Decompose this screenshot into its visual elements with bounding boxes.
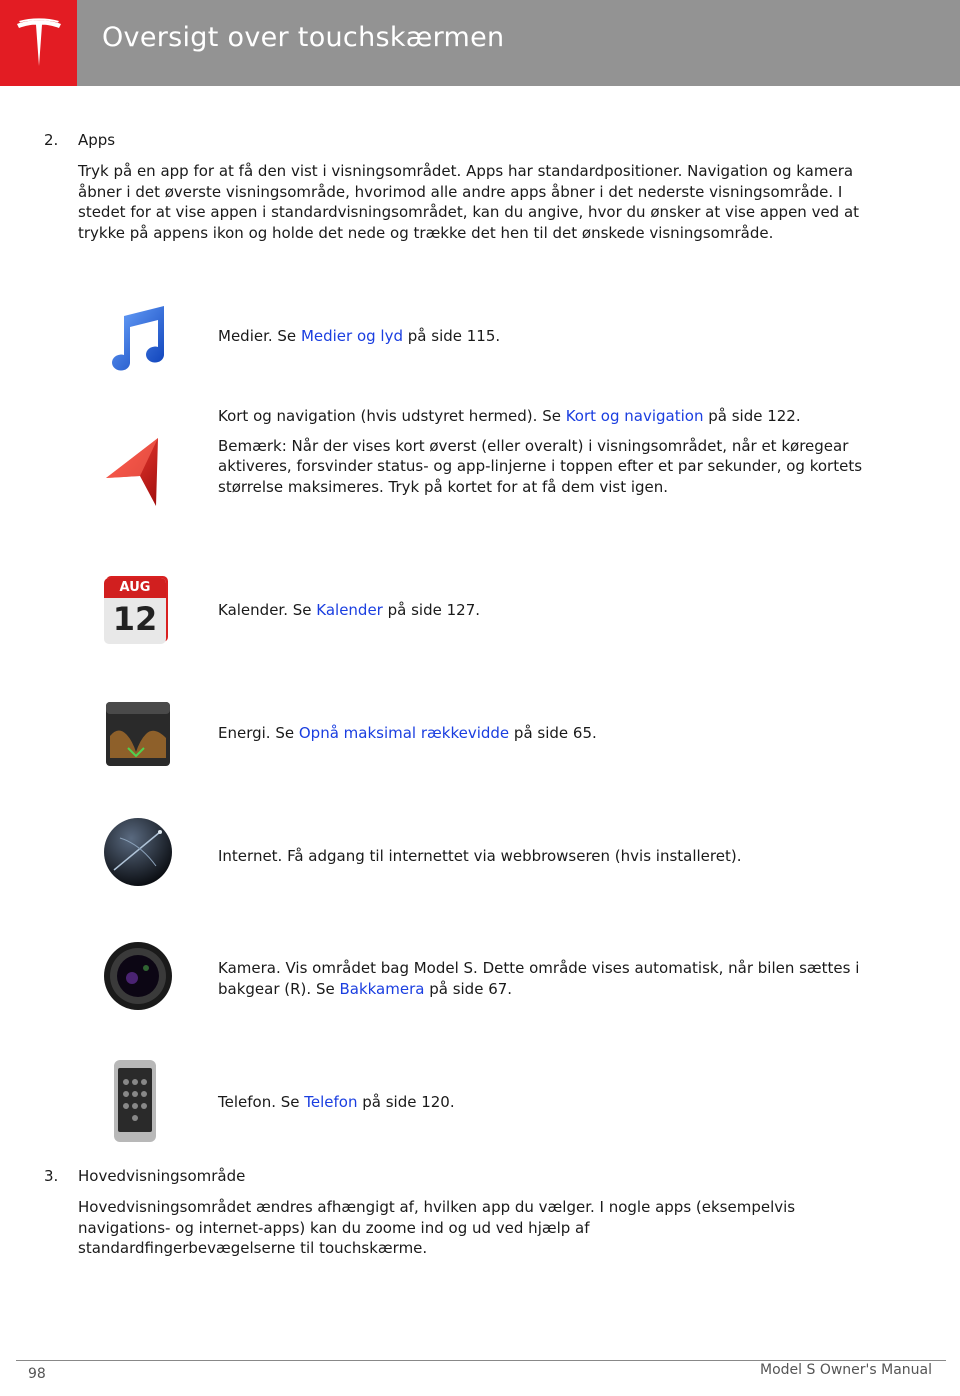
link-kalender[interactable]: Kalender <box>316 601 383 619</box>
calendar-icon <box>100 572 176 648</box>
page-header <box>0 0 960 86</box>
section-title: Hovedvisningsområde <box>78 1167 246 1185</box>
section-number: 3. <box>44 1167 59 1185</box>
app-description: Kamera. Vis området bag Model S. Dette område vises automatisk, når bilen sættes i bakgear (R). Se Bakkamera på side 67. <box>218 959 860 998</box>
app-description: Energi. Se Opnå maksimal rækkevidde på side 65. <box>218 724 597 742</box>
globe-icon <box>100 814 176 890</box>
navigation-arrow-icon <box>100 434 176 510</box>
section-body: Hovedvisningsområdet ændres afhængigt af, hvilken app du vælger. I nogle apps (eksempelvis navigations- og internet-apps) kan du zoome ind og ud ved hjælp af standardfingerbevægelserne til touchskærme. <box>78 1198 796 1257</box>
calendar-day: 12 <box>112 600 158 638</box>
tesla-logo <box>0 0 77 86</box>
energy-graph-icon <box>100 696 176 772</box>
app-description: Kort og navigation (hvis udstyret hermed). Se Kort og navigation på side 122. Bemærk: Når der vises kort øverst (eller overalt) i visningsområdet, når et køregear aktiveres, forsvinder status- og app-linjerne i toppen efter et par sekunder, og kortets størrelse maksimeres. Tryk på kortet for at få dem vist igen. <box>218 406 868 497</box>
music-note-icon <box>100 300 176 376</box>
link-medier-og-lyd[interactable]: Medier og lyd <box>300 327 403 345</box>
app-description: Telefon. Se Telefon på side 120. <box>218 1093 455 1111</box>
camera-lens-icon <box>100 938 176 1014</box>
app-note: Bemærk: Når der vises kort øverst (eller overalt) i visningsområdet, når et køregear aktiveres, forsvinder status- og app-linjerne i toppen efter et par sekunder, og kortets størrelse maksimeres. Tryk på kortet for at få dem vist igen. <box>218 436 863 496</box>
section-body: Tryk på en app for at få den vist i visningsområdet. Apps har standardpositioner. Navigation og kamera åbner i det øverste visningsområde, hvorimod alle andre apps åbner i det nederste visningsområde. I stedet for at vise appen i standardvisningsområdet, kan du angive, hvor du ønsker at vise appen ved at trykke på appens ikon og holde det nede og trække det hen til det ønskede visningsområde. <box>78 162 860 242</box>
tesla-t-icon <box>15 18 63 68</box>
page-number: 98 <box>28 1366 46 1382</box>
app-description: Kalender. Se Kalender på side 127. <box>218 601 481 619</box>
app-description: Medier. Se Medier og lyd på side 115. <box>218 327 501 345</box>
calendar-month: AUG <box>119 580 151 595</box>
footer-divider <box>16 1360 946 1361</box>
footer-document-title: Model S Owner's Manual <box>760 1362 932 1378</box>
section-number: 2. <box>44 131 59 149</box>
link-kort-og-navigation[interactable]: Kort og navigation <box>565 407 704 425</box>
link-bakkamera[interactable]: Bakkamera <box>339 979 425 998</box>
phone-keypad-icon <box>108 1058 168 1146</box>
link-opnaa-maksimal-raekkevidde[interactable]: Opnå maksimal rækkevidde <box>298 724 510 742</box>
app-description: Internet. Få adgang til internettet via webbrowseren (hvis installeret). <box>218 847 742 865</box>
section-title: Apps <box>78 131 116 149</box>
page-title: Oversigt over touchskærmen <box>102 22 505 53</box>
link-telefon[interactable]: Telefon <box>304 1093 358 1111</box>
